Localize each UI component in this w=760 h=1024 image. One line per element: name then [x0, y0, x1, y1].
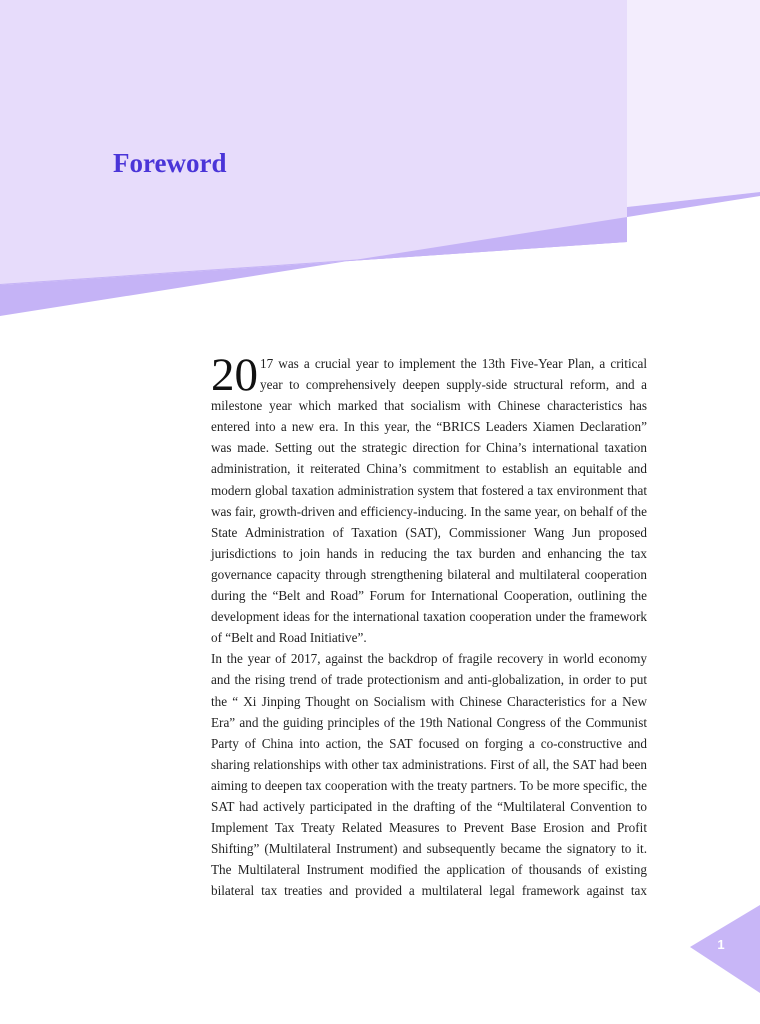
p1-line: during the “Belt and Road” Forum for International Cooperation, outlining the — [211, 588, 647, 604]
p2-line: Party of China into action, the SAT focused on forging a co-constructive and — [211, 735, 647, 751]
p2-line: and the rising trend of trade protectionism and anti-globalization, in order to put — [211, 672, 647, 688]
p1-line: 17 was a crucial year to implement the 13th Five-Year Plan, a critical — [260, 356, 647, 371]
p2-line: it. The Multilateral Instrument modified the application of thousands of existing — [211, 841, 647, 878]
p1-line: modern global taxation administration system that fostered a tax environment — [211, 482, 628, 498]
p1-line: jurisdictions to join hands in reducing the tax burden and enhancing the tax — [211, 545, 647, 561]
p2-line: aiming to deepen tax cooperation with the treaty partners. To be more specific, — [211, 777, 631, 793]
p1-line: that was fair, growth-driven and efficiency-inducing. In the same year, on behalf of — [211, 482, 647, 519]
p2-line: Shifting” (Multilateral Instrument) and subsequently became the signatory to — [211, 841, 637, 857]
p2-line: Era” and the guiding principles of the 19th National Congress of the Communist — [211, 714, 647, 730]
p1-line: governance capacity through strengthening bilateral and multilateral cooperation — [211, 566, 647, 582]
p1-line: the State Administration of Taxation (SAT), Commissioner Wang Jun proposed — [211, 503, 647, 540]
p2-line: bilateral tax treaties and provided a multilateral legal framework against tax — [211, 883, 647, 899]
p1-line: year to comprehensively deepen supply-side structural reform, and a — [260, 377, 647, 393]
p2-line: In the year of 2017, against the backdrop of fragile recovery in world economy — [211, 651, 647, 667]
p1-line: was made. Setting out the strategic direction for China’s international taxation — [211, 440, 647, 456]
p2-line: sharing relationships with other tax administrations. First of all, the SAT had been — [211, 756, 647, 772]
p1-line: of “Belt and Road Initiative”. — [211, 630, 367, 646]
p2-line: the “ Xi Jinping Thought on Socialism with Chinese Characteristics for a New — [211, 693, 647, 709]
page-title: Foreword — [113, 148, 227, 178]
paragraph-1 — [211, 349, 647, 648]
p1-line: entered into a new era. In this year, the “BRICS Leaders Xiamen Declaration” — [211, 419, 647, 435]
p2-line: to Implement Tax Treaty Related Measures to Prevent Base Erosion and Profit — [211, 798, 647, 836]
p1-line: administration, it reiterated China’s commitment to establish an equitable and — [211, 461, 647, 477]
p1-line: development ideas for the international taxation cooperation under the framework — [211, 609, 647, 625]
foreword-body — [211, 349, 647, 901]
p2-line: the SAT had actively participated in the drafting of the “Multilateral Convention — [211, 777, 647, 814]
drop-cap: 20 — [211, 349, 258, 401]
p1-line: milestone year which marked that socialism with Chinese characteristics has — [211, 398, 647, 414]
page-number: 1 — [717, 937, 725, 952]
paragraph-2 — [211, 648, 647, 901]
